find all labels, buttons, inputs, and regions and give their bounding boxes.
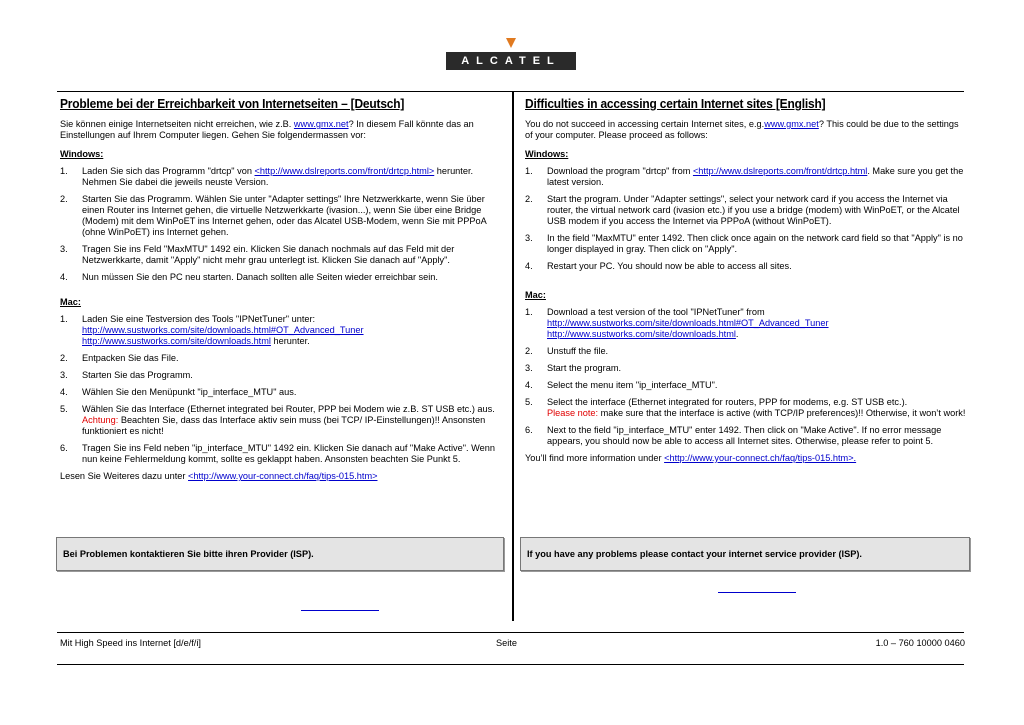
list-item: 4. Restart your PC. You should now be able to access all sites. (525, 261, 792, 271)
gmx-link[interactable]: www.gmx.net (764, 119, 819, 129)
list-item: 1. Laden Sie sich das Programm "drtcp" von <http://www.dslreports.com/front/drtcp.html> herunter. Nehmen Sie dabei die jeweils neuste Version. (60, 166, 474, 187)
list-item: 4. Wählen Sie den Menüpunkt "ip_interface_MTU" aus. (60, 387, 297, 397)
list-item: 2. Unstuff the file. (525, 346, 609, 356)
windows-heading: Windows: (60, 149, 104, 159)
footer-rule-bottom (57, 664, 964, 665)
list-item: 6. Tragen Sie ins Feld neben "ip_interface_MTU" 1492 ein. Klicken Sie danach auf "Make Active". Wenn nun keine Fehlermeldung kommt, sollte es geklappt haben. Ansonsten beachten Sie Punkt 5. (60, 443, 495, 464)
list-item: 5. Select the interface (Ethernet integrated for routers, PPP for modems, e.g. ST USB etc.). Please note: make sure that the interface is active (with TCP/IP preferences)!! Otherwise, it won’t work! (525, 397, 966, 418)
list-item: 3. In the field "MaxMTU" enter 1492. Then click once again on the network card field so that "Apply" is no longer displayed in gray. Then click on "Apply". (525, 233, 963, 254)
downloads-link[interactable]: http://www.sustworks.com/site/downloads.html (82, 336, 271, 346)
faq-link[interactable]: <http://www.your-connect.ch/faq/tips-015.htm>. (664, 453, 857, 463)
gmx-link[interactable]: www.gmx.net (293, 119, 349, 129)
list-item: 2. Entpacken Sie das File. (60, 353, 179, 363)
german-column (60, 96, 500, 482)
list-item: 2. Starten Sie das Programm. Wählen Sie unter "Adapter settings" Ihre Netzwerkkarte, wenn Sie über einen Router ins Internet gehen, die virtuelle Netzwerkkarte (ivasion...), wenn Sie über eine Bridge (Modem) mit dem WinPoET ins Internet gehen, oder das Alcatel USB-Modem, wenn Sie mit PPPoA (ohne WinPoET) ins Internet gehen. (60, 194, 487, 237)
logo-text: ALCATEL (446, 52, 576, 70)
windows-heading: Windows: (525, 149, 569, 159)
english-intro: You do not succeed in accessing certain Internet sites, e.g.www.gmx.net? This could be due to the settings of your computer. Please proceed as follows: (525, 119, 959, 140)
footer-doc-number: 1.0 – 760 10000 0460 (875, 638, 965, 648)
logo-mark-icon (506, 38, 516, 48)
empty-link-underline (301, 610, 379, 611)
list-item: 2. Start the program. Under "Adapter settings", select your network card if you access the Internet via router, the virtual network card (ivasion etc.) if you use a bridge (modem) with WinPoET, or the Alcatel USB modem if you access the Internet via PPPoA (without WinPoET). (525, 194, 960, 226)
ipnettuner-link[interactable]: http://www.sustworks.com/site/downloads.html#OT_Advanced_Tuner (82, 325, 364, 335)
column-divider (512, 91, 514, 621)
english-column (525, 96, 967, 464)
list-item: 5. Wählen Sie das Interface (Ethernet integrated bei Router, PPP bei Modem wie z.B. ST USB etc.) aus. Achtung: Beachten Sie, dass das Interface aktiv sein muss (bei TCP/ IP-Einstellungen)!! Ansonsten funktioniert es nicht! (60, 404, 495, 436)
faq-link[interactable]: <http://www.your-connect.ch/faq/tips-015.htm> (188, 471, 378, 481)
german-intro: Sie können einige Internetseiten nicht erreichen, wie z.B. www.gmx.net? In diesem Fall könnte das an Einstellungen auf Ihrem Computer liegen. Gehen Sie folgendermassen vor: (60, 119, 474, 140)
list-item: 4. Nun müssen Sie den PC neu starten. Danach sollten alle Seiten wieder erreichbar sein. (60, 272, 438, 282)
list-item: 6. Next to the field "ip_interface_MTU" enter 1492. Then click on "Make Active". If no error message appears, you should now be able to access all Internet sites. Otherwise, please refer to point 5. (525, 425, 942, 446)
list-item: 1. Download the program "drtcp" from <http://www.dslreports.com/front/drtcp.html. Make sure you get the latest version. (525, 166, 964, 187)
empty-link-underline (718, 592, 796, 593)
list-item: 3. Starten Sie das Programm. (60, 370, 193, 380)
downloads-link[interactable]: http://www.sustworks.com/site/downloads.html (547, 329, 736, 339)
list-item: 4. Select the menu item "ip_interface_MTU". (525, 380, 718, 390)
mac-heading: Mac: (60, 297, 81, 307)
list-item: 3. Start the program. (525, 363, 622, 373)
german-contact-box: Bei Problemen kontaktieren Sie bitte ihren Provider (ISP). (56, 537, 504, 571)
mac-steps (525, 307, 967, 447)
list-item: 1. Laden Sie eine Testversion des Tools "IPNetTuner" unter: http://www.sustworks.com/site/downloads.html#OT_Advanced_Tuner http://www.sustworks.com/site/downloads.html herunter. (60, 314, 364, 346)
mac-heading: Mac: (525, 290, 546, 300)
german-more-info: Lesen Sie Weiteres dazu unter <http://www.your-connect.ch/faq/tips-015.htm> (60, 471, 378, 481)
alcatel-logo (446, 38, 576, 70)
list-item: 1. Download a test version of the tool "IPNetTuner" from http://www.sustworks.com/site/downloads.html#OT_Advanced_Tuner http://www.sustworks.com/site/downloads.html. (525, 307, 829, 339)
footer-page: Seite (496, 638, 517, 648)
footer-title: Mit High Speed ins Internet [d/e/f/i] (60, 638, 201, 648)
english-more-info: You’ll find more information under <http://www.your-connect.ch/faq/tips-015.htm>. (525, 453, 857, 463)
footer-rule-top (57, 632, 964, 633)
windows-steps (60, 166, 500, 283)
english-contact-box: If you have any problems please contact your internet service provider (ISP). (520, 537, 970, 571)
ipnettuner-link[interactable]: http://www.sustworks.com/site/downloads.html#OT_Advanced_Tuner (547, 318, 829, 328)
german-title: Probleme bei der Erreichbarkeit von Internetseiten – [Deutsch] (60, 96, 405, 111)
list-item: 3. Tragen Sie ins Feld "MaxMTU" 1492 ein. Klicken Sie danach nochmals auf das Feld mit der Netzwerkkarte, damit "Apply" nicht mehr grau unterlegt ist. Klicken Sie danach auf "Apply". (60, 244, 455, 265)
drtcp-link[interactable]: <http://www.dslreports.com/front/drtcp.html (692, 166, 868, 176)
windows-steps (525, 166, 967, 272)
mac-steps (60, 314, 500, 465)
drtcp-link[interactable]: <http://www.dslreports.com/front/drtcp.html> (254, 166, 435, 176)
english-title: Difficulties in accessing certain Internet sites [English] (525, 96, 826, 111)
top-rule (57, 91, 964, 92)
